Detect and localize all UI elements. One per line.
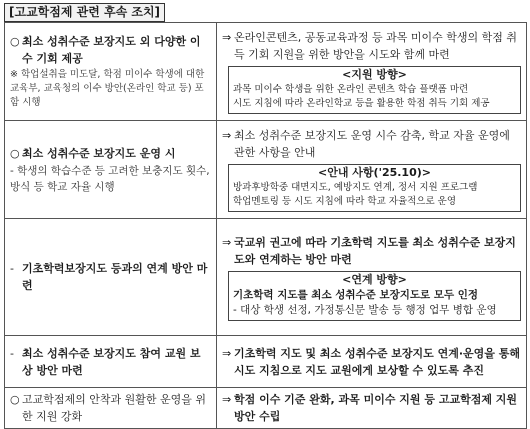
- arrow-icon: ⇒: [222, 129, 232, 142]
- action-cell: [217, 23, 527, 121]
- dash-bullet: -: [10, 262, 14, 275]
- box-line: 방과후방학중 대면지도, 예방지도 연계, 정서 지원 프로그램: [233, 182, 478, 193]
- table-row: [5, 388, 527, 429]
- action-text: 최소 성취수준 보장지도 운영 시수 감축, 학교 자율 운영에 관한 사항을 안내: [234, 129, 510, 159]
- action-text: 국교위 권고에 따라 기초학력 지도를 최소 성취수준 보장지도와 연계하는 방안 마련: [234, 235, 516, 266]
- issue-sub: - 학생의 학습수준 등 고려한 보충지도 횟수, 방식 등 학교 자율 시행: [10, 164, 210, 193]
- box-title: <지원 방향>: [342, 68, 407, 81]
- guide-box: [228, 164, 521, 212]
- linkage-box: [228, 271, 521, 321]
- box-line: 학업멘토링 등 시도 지침에 따라 학교 자율적으로 운영: [233, 196, 457, 207]
- dash-bullet: -: [10, 346, 14, 360]
- table-row: [5, 23, 527, 121]
- action-text: 온라인콘텐츠, 공동교육과정 등 과목 미이수 학생의 학점 취득 기회 지원을 위한 방안을 시도와 함께 마련: [234, 31, 517, 61]
- issue-cell: [5, 121, 217, 219]
- issue-text: 최소 성취수준 보장지도 참여 교원 보상 방안 마련: [22, 346, 201, 377]
- issue-text: 기초학력보장지도 등과의 연계 방안 마련: [22, 262, 208, 292]
- table-row: [5, 219, 527, 336]
- issue-text: 최소 성취수준 보장지도 운영 시: [22, 146, 176, 160]
- action-cell: [217, 336, 527, 388]
- circle-bullet-icon: ○: [10, 393, 20, 406]
- box-line: 시도 지침에 따라 온라인학교 등을 활용한 학점 취득 기회 제공: [233, 98, 490, 109]
- support-box: [228, 66, 521, 114]
- issue-cell: [5, 219, 217, 336]
- action-cell: [217, 121, 527, 219]
- table-row: [5, 121, 527, 219]
- box-title: <안내 사항('25.10)>: [318, 166, 431, 179]
- circle-bullet-icon: ○: [10, 35, 20, 48]
- box-line: - 대상 학생 선정, 가정통신문 발송 등 행정 업무 병합 운영: [233, 303, 497, 316]
- action-text: 학점 이수 기준 완화, 과목 미이수 지원 등 고교학점제 지원 방안 수립: [234, 393, 518, 423]
- circle-bullet-icon: ○: [10, 146, 20, 160]
- section-title: [고교학점제 관련 후속 조치]: [4, 3, 165, 22]
- action-cell: [217, 219, 527, 336]
- arrow-icon: ⇒: [222, 346, 232, 360]
- issue-note: ※ 학업설취을 미도달, 학점 미이수 학생에 대한 교육부, 교육청의 이수 방안(온라인 학교 등) 포함 시행: [10, 69, 205, 108]
- action-text: 기초학력 지도 및 최소 성취수준 보장지도 연계·운영을 통해 시도 지침으로 지도 교원에게 보상할 수 있도록 추진: [234, 346, 521, 377]
- box-title: <연계 방향>: [342, 272, 407, 286]
- issue-text: 최소 성취수준 보장지도 외 다양한 이수 기회 제공: [22, 35, 201, 65]
- action-cell: [217, 388, 527, 429]
- issue-text: 고교학점제의 안착과 원활한 운영을 위한 지원 강화: [22, 393, 207, 423]
- followup-table: [4, 22, 527, 429]
- issue-cell: [5, 23, 217, 121]
- arrow-icon: ⇒: [222, 31, 232, 44]
- issue-cell: [5, 336, 217, 388]
- issue-cell: [5, 388, 217, 429]
- box-line: 기초학력 지도를 최소 성취수준 보장지도로 모두 인정: [233, 288, 479, 301]
- box-line: 과목 미이수 학생을 위한 온라인 콘텐츠 학습 플랫폼 마련: [233, 84, 469, 95]
- table-row: [5, 336, 527, 388]
- arrow-icon: ⇒: [222, 235, 232, 249]
- arrow-icon: ⇒: [222, 393, 232, 406]
